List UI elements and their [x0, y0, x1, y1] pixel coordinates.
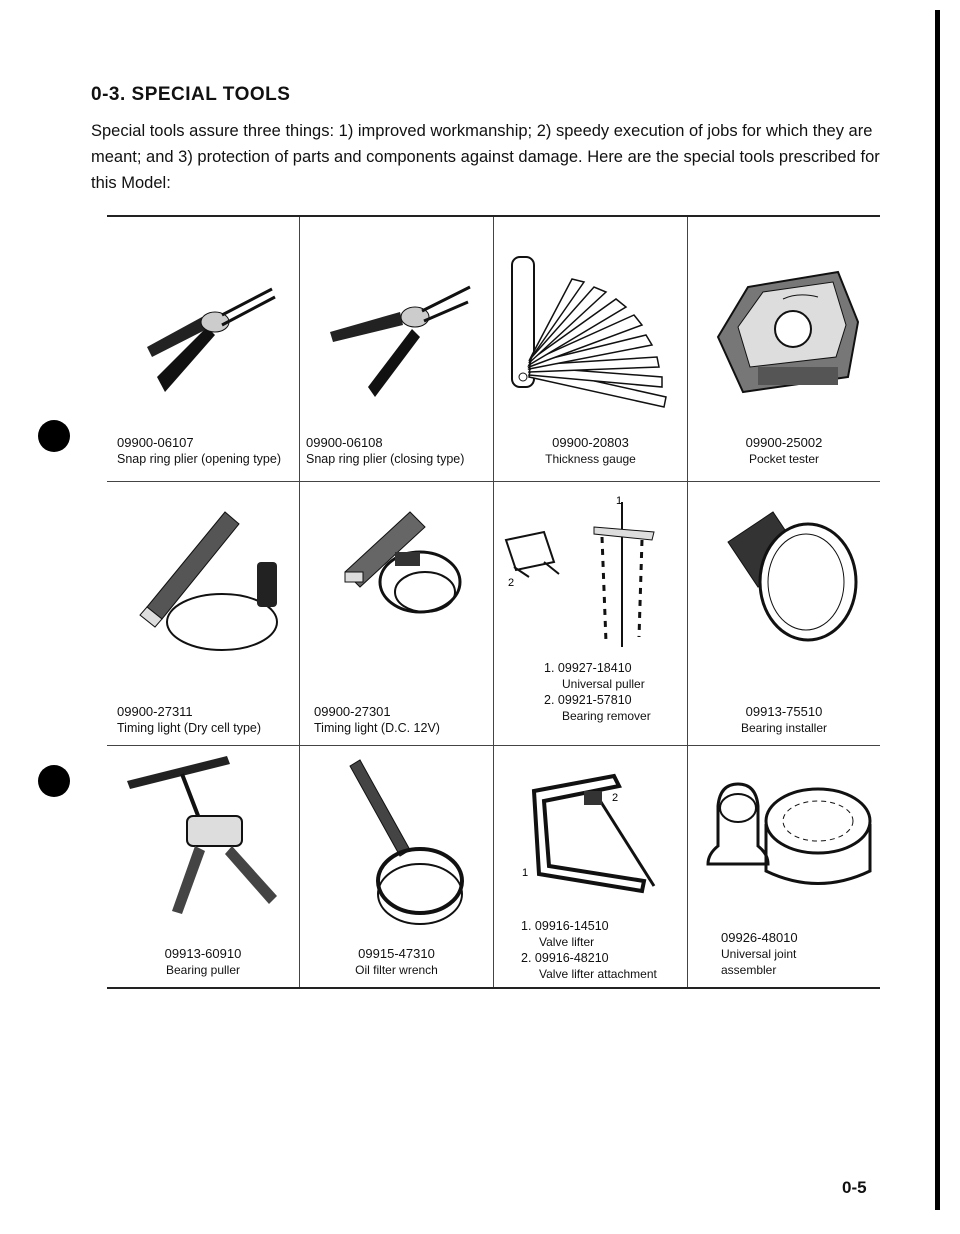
tool-cell: 09913-60910 Bearing puller [107, 746, 299, 987]
svg-text:1: 1 [522, 867, 529, 879]
tools-table [107, 215, 880, 989]
valve-lifter-icon [494, 746, 687, 916]
heading: 0-3. SPECIAL TOOLS [91, 84, 291, 105]
tool-cell: 09913-75510 Bearing installer [688, 482, 880, 745]
tool-cell: 09900-25002 Pocket tester [688, 217, 880, 481]
list-item: 2. 09921-57810 [544, 693, 632, 707]
bearing-installer-icon [688, 482, 880, 667]
list-item: 1. 09927-18410 [544, 661, 632, 675]
tool-cell: 09900-06107 Snap ring plier (opening type) [107, 217, 299, 481]
tool-cell: 09900-06108 Snap ring plier (closing type) [300, 217, 493, 481]
page-edge-bar [935, 10, 940, 1210]
tool-cell: 2 1 1. 09916-14510 Valve lifter 2. 09916-48210 Valve lifter attachment [494, 746, 687, 987]
pocket-tester-icon [688, 217, 880, 432]
list-item: 2. 09916-48210 [521, 951, 609, 965]
oil-filter-wrench-icon [300, 746, 493, 931]
snap-ring-plier-opening-icon [107, 217, 299, 432]
page-number: 0-5 [842, 1178, 867, 1197]
bearing-puller-icon [107, 746, 299, 926]
universal-joint-assembler-icon [688, 746, 880, 916]
binder-hole-icon [38, 420, 70, 452]
svg-text:2: 2 [612, 792, 619, 804]
timing-light-dry-cell-icon [107, 482, 299, 662]
thickness-gauge-icon [494, 217, 687, 432]
intro-paragraph: Special tools assure three things: 1) improved workmanship; 2) speedy execution of jobs for which they are meant; and 3) protection of parts and components against damage. Here are the special tools prescribed for this Model: [91, 122, 880, 192]
universal-puller-bearing-remover-icon [494, 482, 687, 657]
binder-hole-icon [38, 765, 70, 797]
tool-cell: 09926-48010 Universal joint assembler [688, 746, 880, 987]
svg-text:1: 1 [616, 495, 623, 507]
tool-cell: 09900-20803 Thickness gauge [494, 217, 687, 481]
snap-ring-plier-closing-icon [300, 217, 493, 432]
list-item: 1. 09916-14510 [521, 919, 609, 933]
tool-cell: 1 2 1. 09927-18410 Universal puller 2. 09921-57810 Bearing remover [494, 482, 687, 745]
tool-cell: 09900-27301 Timing light (D.C. 12V) [300, 482, 493, 745]
timing-light-dc-icon [300, 482, 493, 662]
tool-cell: 09915-47310 Oil filter wrench [300, 746, 493, 987]
tool-cell: 09900-27311 Timing light (Dry cell type) [107, 482, 299, 745]
svg-text:2: 2 [508, 577, 515, 589]
